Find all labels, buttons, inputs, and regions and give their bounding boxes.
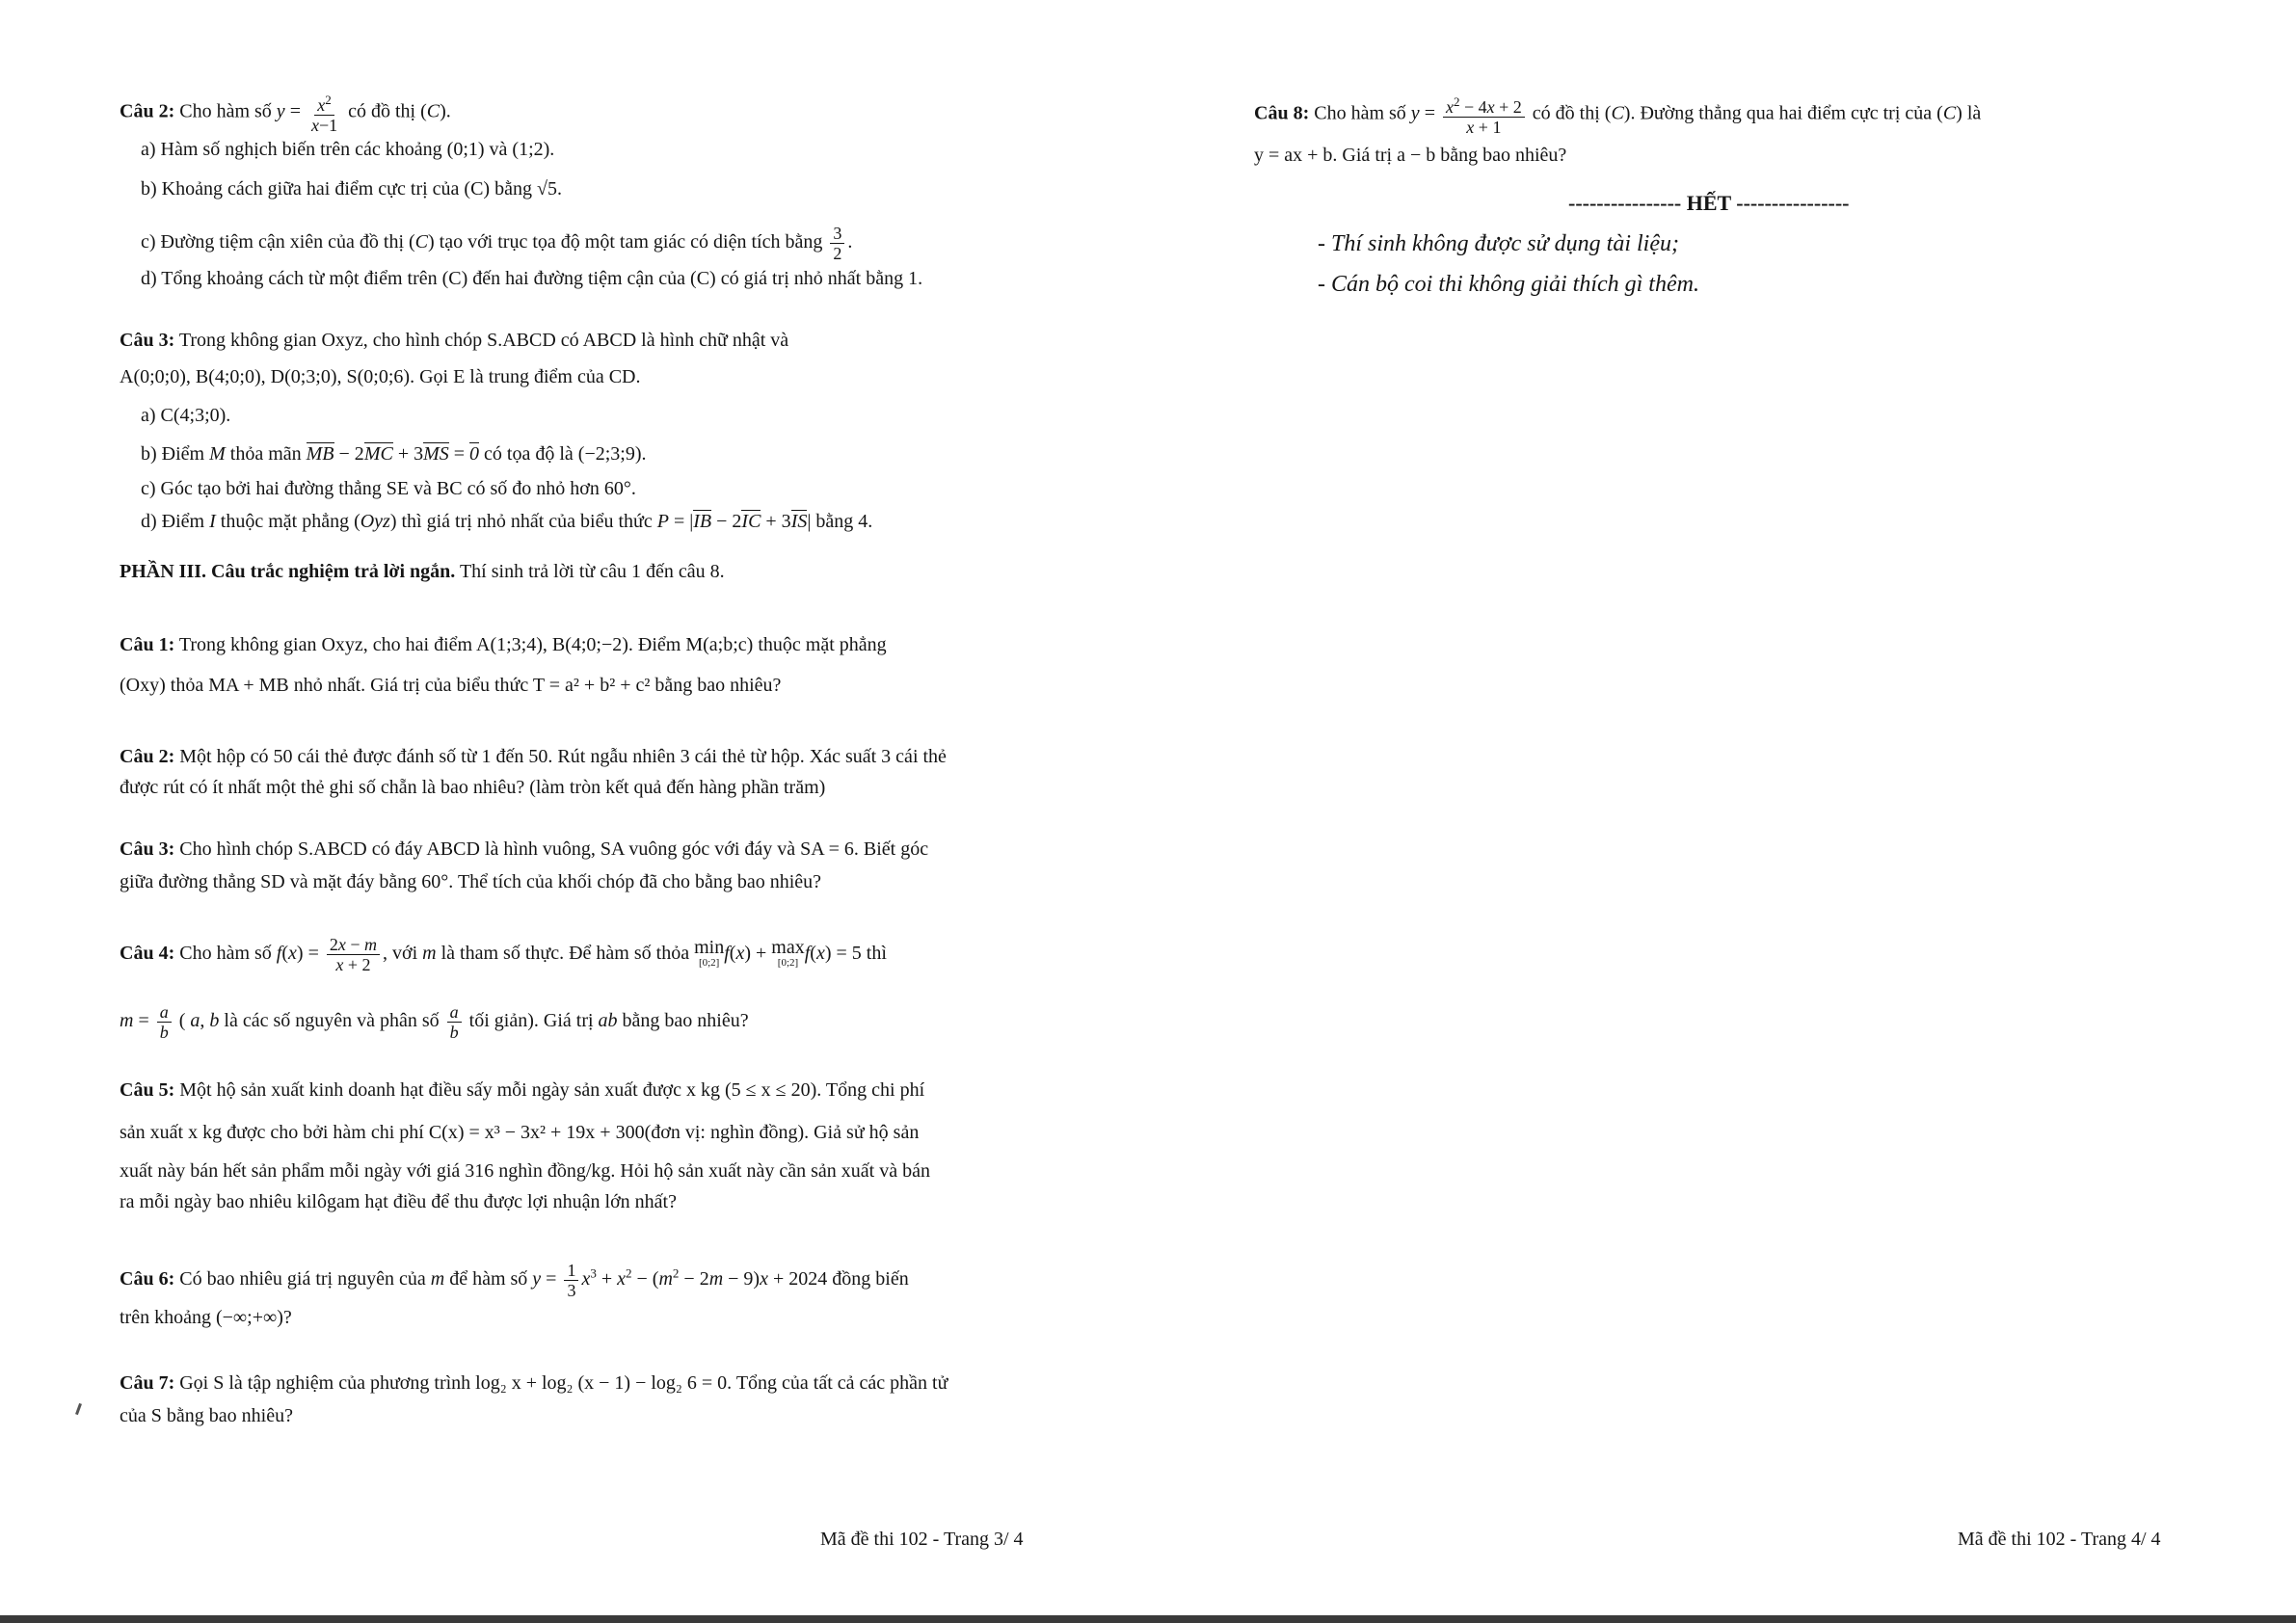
q5-text-1: Một hộ sản xuất kinh doanh hạt điều sấy mỗi ngày sản xuất được x kg (5 ≤ x ≤ 20). Tổng chi phí [179,1079,925,1101]
scan-mark [75,1403,82,1415]
q2-fraction: $\frac{x^2}{x-1}$ [310,93,338,135]
end-dashes-right: ---------------- [1730,191,1850,215]
q6-line-2: trên khoảng (−∞;+∞)? [120,1307,292,1328]
q3-line-2: giữa đường thẳng SD và mặt đáy bằng 60°. Thể tích của khối chóp đã cho bằng bao nhiêu? [120,871,822,892]
q1-text-1: Trong không gian Oxyz, cho hai điểm A(1;3;4), B(4;0;−2). Điểm M(a;b;c) thuộc mặt phẳng [178,634,887,655]
q2-line-2: được rút có ít nhất một thẻ ghi số chẵn là bao nhiêu? (làm tròn kết quả đến hàng phần trăm) [120,777,826,798]
q3-part2-d: d) Điểm I thuộc mặt phẳng (Oyz) thì giá trị nhỏ nhất của biểu thức P = |IB − 2IC + 3IS| bằng 4. [141,511,873,532]
q7-line-1 [120,1370,948,1396]
footer-page-3: Mã đề thi 102 - Trang 3/ 4 [820,1529,1024,1550]
q2-part2-stem: Câu 2: Cho hàm số y = $\frac{x^2}{x-1}$ có đồ thị (C). [120,93,451,135]
exam-page-4 [1148,0,2296,1623]
q3-part2-c: c) Góc tạo bởi hai đường thẳng SE và BC có số đo nhỏ hơn 60°. [141,478,636,499]
q4-fraction: $\frac{2x - m}{x + 2}$ [327,935,380,974]
q1-line-1 [120,632,887,657]
q3-text-1: Cho hình chóp S.ABCD có đáy ABCD là hình vuông, SA vuông góc với đáy và SA = 6. Biết góc [179,838,929,860]
q6-line-1: Câu 6: Có bao nhiêu giá trị nguyên của m để hàm số y = $\frac{1}{3}$ $x^3 + x^2 - (m^2 - 2m - 9)x + 2024$ đồng biến [120,1261,909,1300]
one-third-fraction: $\frac{1}{3}$ [564,1261,578,1300]
q2-part2-d: d) Tổng khoảng cách từ một điểm trên (C) đến hai đường tiệm cận của (C) có giá trị nhỏ nhất bằng 1. [141,268,923,289]
q3-part2-stem-text: Trong không gian Oxyz, cho hình chóp S.ABCD có ABCD là hình chữ nhật và [178,330,789,351]
q5-label: Câu 5: [120,1079,175,1101]
q8-label: Câu 8: [1254,102,1310,124]
q2-part2-label: Câu 2: [120,100,175,122]
max-operator: max [0;2] [771,936,805,969]
q5-line-4: ra mỗi ngày bao nhiêu kilôgam hạt điều để thu được lợi nhuận lớn nhất? [120,1191,677,1212]
min-operator: min [0;2] [694,936,725,969]
q4-label: Câu 4: [120,943,175,965]
note-2: - Cán bộ coi thi không giải thích gì thêm. [1318,272,1699,297]
q8-line-2: y = ax + b. Giá trị a − b bằng bao nhiêu? [1254,145,1567,166]
q7-label: Câu 7: [120,1372,175,1394]
q2-line-1 [120,744,947,769]
end-marker [1568,191,1850,216]
q8-fraction: $\frac{x^2 - 4x + 2}{x + 1}$ [1443,93,1525,137]
q5-line-2: sản xuất x kg được cho bởi hàm chi phí C(x) = x³ − 3x² + 19x + 300(đơn vị: nghìn đồng). Giả sử hộ sản [120,1122,920,1143]
q3-part2-a: a) C(4;3;0). [141,405,231,426]
q1-line-2: (Oxy) thỏa MA + MB nhỏ nhất. Giá trị của biểu thức T = a² + b² + c² bằng bao nhiêu? [120,675,782,696]
q3-line-1 [120,837,928,862]
part3-instruction: Thí sinh trả lời từ câu 1 đến câu 8. [459,561,725,582]
q3-part2-stem-1 [120,328,788,353]
part3-heading [120,559,725,584]
q5-line-1 [120,1078,924,1103]
q2-label: Câu 2: [120,746,175,767]
q4-line-1: Câu 4: Cho hàm số f(x) = $\frac{2x - m}{x + 2}$ , với m là tham số thực. Để hàm số thỏa min [0;2] f(x) + max [0;2] f(x) = 5 thì [120,935,887,974]
q7-line-2: của S bằng bao nhiêu? [120,1405,293,1426]
a-over-b-fraction-2: $\frac{a}{b}$ [447,1002,462,1042]
footer-page-4: Mã đề thi 102 - Trang 4/ 4 [1958,1529,2161,1550]
q3-part2-label: Câu 3: [120,330,175,351]
q3-part2-stem-2: A(0;0;0), B(4;0;0), D(0;3;0), S(0;0;6). Gọi E là trung điểm của CD. [120,366,641,387]
three-halves-fraction: $\frac{3}{2}$ [830,224,844,263]
q3-part2-b: b) Điểm M thỏa mãn MB − 2MC + 3MS = 0 có tọa độ là (−2;3;9). [141,443,647,465]
scan-bottom-edge [0,1615,2296,1623]
end-text: HẾT [1686,191,1731,215]
q2-part2-b: b) Khoảng cách giữa hai điểm cực trị của (C) bằng √5. [141,178,562,200]
q3-label: Câu 3: [120,838,175,860]
q4-line-2: m = $\frac{a}{b}$ ( a, b là các số nguyên và phân số $\frac{a}{b}$ tối giản). Giá trị ab bằng bao nhiêu? [120,1002,749,1042]
end-dashes-left: ---------------- [1568,191,1687,215]
q1-label: Câu 1: [120,634,175,655]
q2-text-1: Một hộp có 50 cái thẻ được đánh số từ 1 đến 50. Rút ngẫu nhiên 3 cái thẻ từ hộp. Xác suất 3 cái thẻ [179,746,947,767]
q5-line-3: xuất này bán hết sản phẩm mỗi ngày với giá 316 nghìn đồng/kg. Hỏi hộ sản xuất này cần sản xuất và bán [120,1160,930,1182]
a-over-b-fraction: $\frac{a}{b}$ [157,1002,172,1042]
q2-part2-a: a) Hàm số nghịch biến trên các khoảng (0;1) và (1;2). [141,139,555,160]
note-1: - Thí sinh không được sử dụng tài liệu; [1318,231,1679,256]
part3-heading-text: PHẦN III. Câu trắc nghiệm trả lời ngắn. [120,561,456,582]
q2-part2-c: c) Đường tiệm cận xiên của đồ thị (C) tạo với trục tọa độ một tam giác có diện tích bằng $\frac{3}{2}$ . [141,224,853,263]
q7-text-1: Gọi S là tập nghiệm của phương trình log₂ x + log₂ (x − 1) − log₂ 6 = 0. Tổng của tất cả các phần tử [179,1372,948,1394]
q8-line-1: Câu 8: Cho hàm số y = $\frac{x^2 - 4x + 2}{x + 1}$ có đồ thị (C). Đường thẳng qua hai điểm cực trị của (C) là [1254,94,1982,137]
q6-label: Câu 6: [120,1268,175,1290]
